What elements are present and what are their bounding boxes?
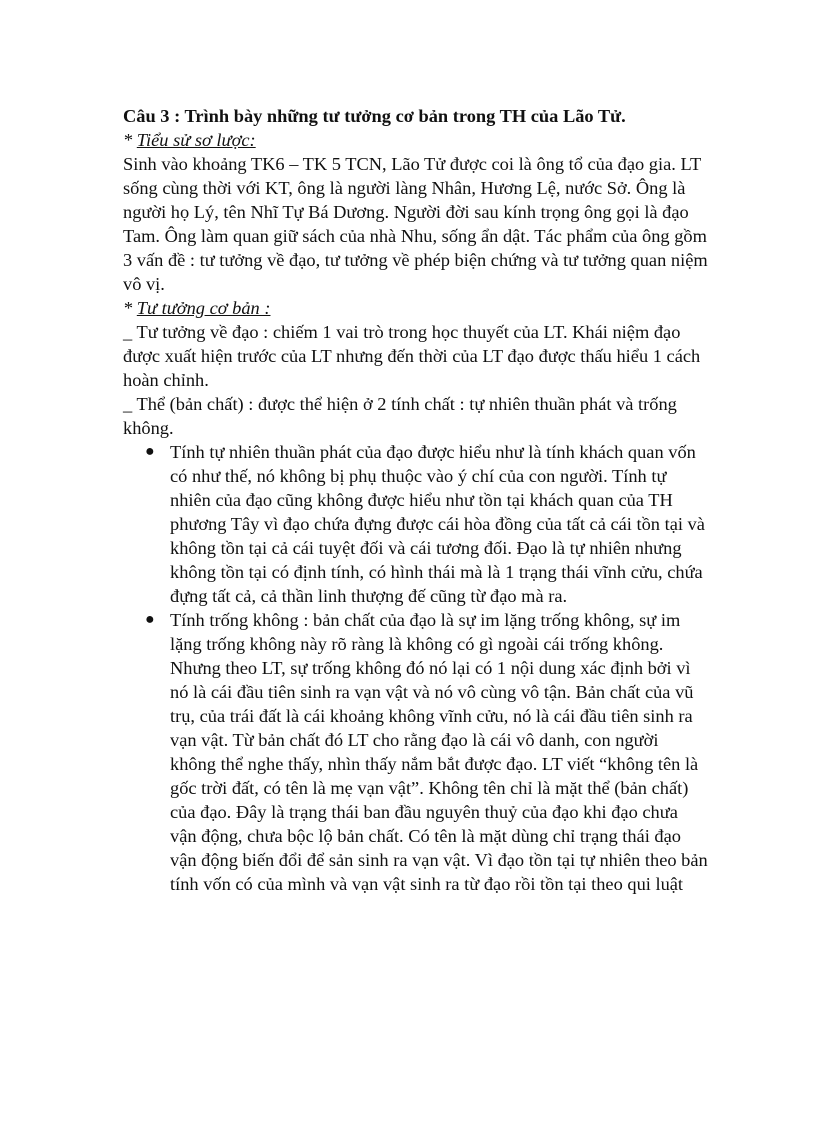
heading-text: Tư tưởng cơ bản : — [136, 298, 271, 318]
document-title: Câu 3 : Trình bày những tư tưởng cơ bản trong TH của Lão Tử. — [123, 106, 626, 126]
list-item-text: Tính tự nhiên thuần phát của đạo được hiểu như là tính khách quan vốn có như thế, nó không bị phụ thuộc vào ý chí của con người. Tính tự nhiên của đạo cũng không được hiểu như tồn tại khách quan của TH phương Tây vì đạo chứa đựng được cái hòa đồng của tất cả cái tồn tại và không tồn tại cả cái tuyệt đối và cái tương đối. Đạo là tự nhiên nhưng không tồn tại có định tính, có hình thái mà là 1 trạng thái vĩnh cửu, chứa đựng tất cả, cả thần linh thượng đế cũng từ đạo mà ra. — [170, 442, 705, 606]
paragraph-essence: _ Thể (bản chất) : được thể hiện ở 2 tính chất : tự nhiên thuần phát và trống không. — [123, 394, 677, 438]
bullet-icon: ● — [145, 611, 155, 628]
paragraph-idea-of-dao: _ Tư tưởng về đạo : chiếm 1 vai trò trong học thuyết của LT. Khái niệm đạo được xuất hiện trước của LT nhưng đến thời của LT đạo được thấu hiểu 1 cách hoàn chỉnh. — [123, 322, 701, 390]
list-item — [123, 608, 708, 896]
bullet-icon: ● — [145, 443, 155, 460]
list-item — [123, 440, 708, 608]
bullet-list — [123, 440, 708, 896]
biography-paragraph: Sinh vào khoảng TK6 – TK 5 TCN, Lão Tử được coi là ông tổ của đạo gia. LT sống cùng thời với KT, ông là người làng Nhân, Hương Lệ, nước Sở. Ông là người họ Lý, tên Nhĩ Tự Bá Dương. Người đời sau kính trọng ông gọi là đạo Tam. Ông làm quan giữ sách của nhà Nhu, sống ẩn dật. Tác phẩm của ông gồm 3 vấn đề : tư tưởng về đạo, tư tưởng về phép biện chứng và tư tưởng quan niệm vô vị. — [123, 154, 708, 294]
section-heading-biography — [123, 128, 708, 152]
heading-prefix: * — [123, 130, 137, 150]
document-page — [123, 104, 708, 896]
section-heading-core-ideas — [123, 296, 708, 320]
list-item-text: Tính trống không : bản chất của đạo là sự im lặng trống không, sự im lặng trống không này rõ ràng là không có gì ngoài cái trống không. Nhưng theo LT, sự trống không đó nó lại có 1 nội dung xác định bởi vì nó là cái đầu tiên sinh ra vạn vật và nó vô cùng vô tận. Bản chất của vũ trụ, của trái đất là cái khoảng không vĩnh cửu, nó là cái đầu tiên sinh ra vạn vật. Từ bản chất đó LT cho rằng đạo là cái vô danh, con người không thể nghe thấy, nhìn thấy nắm bắt được đạo. LT viết “không tên là gốc trời đất, có tên là mẹ vạn vật”. Không tên chỉ là mặt thể (bản chất) của đạo. Đây là trạng thái ban đầu nguyên thuỷ của đạo khi đạo chưa vận động, chưa bộc lộ bản chất. Có tên là mặt dùng chỉ trạng thái đạo vận động biến đổi để sản sinh ra vạn vật. Vì đạo tồn tại tự nhiên theo bản tính vốn có của mình và vạn vật sinh ra từ đạo rồi tồn tại theo qui luật — [170, 610, 708, 894]
heading-text: Tiểu sử sơ lược: — [136, 130, 256, 150]
heading-prefix: * — [123, 298, 137, 318]
